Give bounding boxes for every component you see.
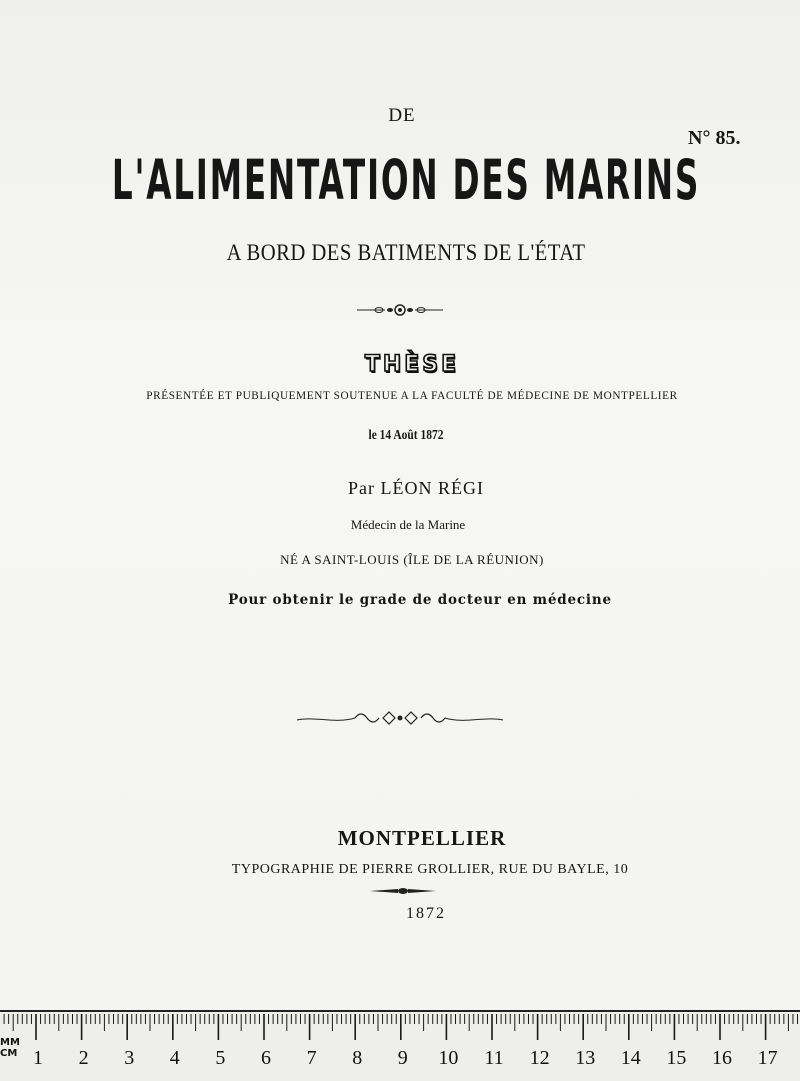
main-title: L'ALIMENTATION DES MARINS (111, 148, 701, 212)
ruler-label: 6 (261, 1047, 271, 1069)
ruler-unit-mm: MM (0, 1037, 20, 1048)
ruler-label: 14 (620, 1047, 641, 1069)
ruler-label: 2 (78, 1047, 89, 1069)
degree-line: Pour obtenir le grade de docteur en médecine (228, 592, 612, 608)
ruler-label: 10 (438, 1047, 459, 1069)
presentation-line: PRÉSENTÉE ET PUBLIQUEMENT SOUTENUE A LA FACULTÉ DE MÉDECINE DE MONTPELLIER (146, 390, 678, 402)
ruler-label: 3 (124, 1047, 135, 1069)
ornament-top (0, 300, 800, 320)
subtitle: A BORD DES BATIMENTS DE L'ÉTAT (226, 240, 586, 265)
city: MONTPELLIER (337, 826, 507, 850)
ruler-label: 13 (575, 1047, 596, 1069)
ruler-label: 9 (397, 1047, 408, 1069)
printer-line: TYPOGRAPHIE DE PIERRE GROLLIER, RUE DU BAYLE, 10 (231, 862, 629, 877)
ornament-middle (0, 706, 800, 730)
ruler-label: 4 (169, 1047, 180, 1069)
ruler-label: 8 (352, 1047, 363, 1069)
publication-year: 1872 (406, 905, 446, 922)
ruler-label: 16 (712, 1047, 732, 1069)
thesis-number: N° 85. (688, 127, 741, 149)
ruler-scale (0, 1012, 800, 1081)
ruler-unit-cm: CM (0, 1048, 18, 1059)
preposition: DE (388, 105, 416, 126)
defense-date: le 14 Août 1872 (368, 428, 444, 443)
ruler-label: 5 (215, 1047, 226, 1069)
birthplace-line: NÉ A SAINT-LOUIS (ÎLE DE LA RÉUNION) (280, 552, 544, 567)
ruler-label: 1 (33, 1047, 43, 1069)
author-line: Par LÉON RÉGI (348, 478, 484, 498)
ruler-label: 11 (484, 1047, 504, 1069)
ruler-label: 15 (666, 1047, 687, 1069)
author-role: Médecin de la Marine (350, 517, 466, 532)
ruler-label: 7 (306, 1047, 317, 1069)
these-heading: THÈSE (364, 352, 460, 377)
ruler-label: 12 (529, 1047, 550, 1069)
ruler-label: 17 (757, 1047, 778, 1069)
measuring-ruler (0, 1010, 800, 1081)
ornament-bottom (0, 884, 800, 898)
